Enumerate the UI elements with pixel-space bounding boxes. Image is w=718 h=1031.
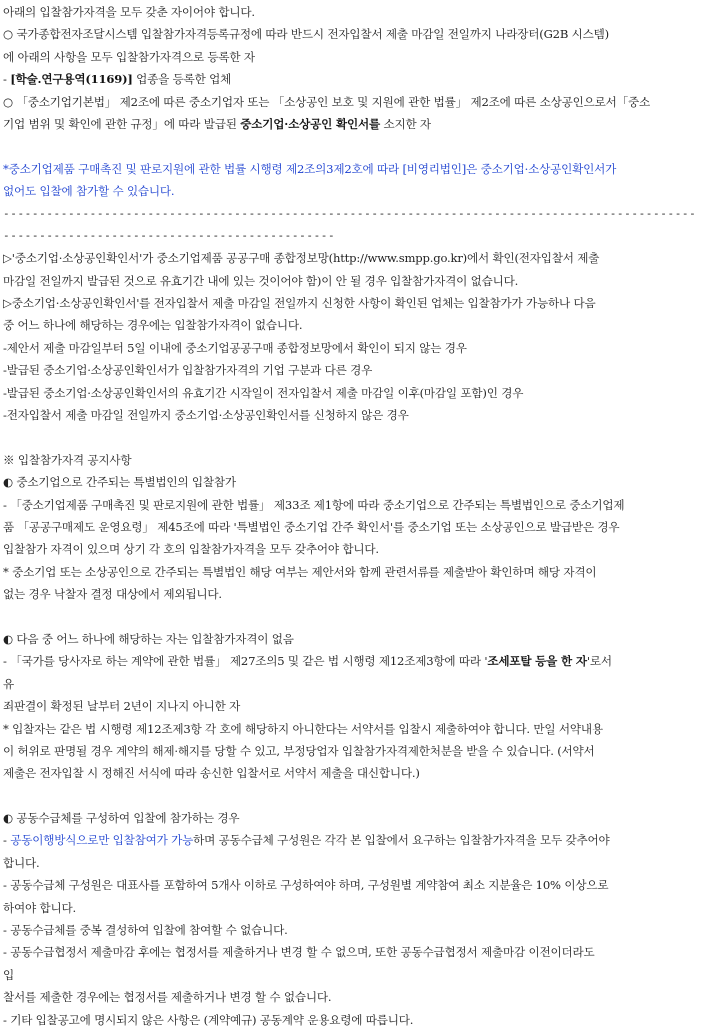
sme-cert-bold: 중소기업·소상공인 확인서를 xyxy=(240,116,380,131)
industry-code: [학술.연구용역(1169)] xyxy=(10,72,133,87)
special-corp-title: ◐ 중소기업으로 간주되는 특별법인의 입찰참가 xyxy=(3,475,236,490)
disqualification-line-3: 죄판결이 확정된 날부터 2년이 지나지 아니한 자 xyxy=(3,699,241,714)
special-corp-line-3: 입찰참가 자격이 있으며 상기 각 호의 입찰참가자격을 모두 갖추어야 합니다. xyxy=(3,542,379,557)
industry-prefix: - xyxy=(3,72,11,87)
separator-line-1: ------------------------------------------------------------------------------------------------ xyxy=(3,206,697,220)
joint-venture-line-5: - 공동수급체를 중복 결성하여 입찰에 참여할 수 없습니다. xyxy=(3,923,288,938)
tax-evasion-suffix: '로서 xyxy=(586,654,612,669)
joint-venture-line-8: 찰서를 제출한 경우에는 협정서를 제출하거나 변경 할 수 없습니다. xyxy=(3,990,332,1005)
joint-method-highlight: 공동이행방식으로만 입찰참여가 가능 xyxy=(10,833,194,848)
sme-line-8: -전자입찰서 제출 마감일 전일까지 중소기업·소상공인확인서를 신청하지 않은 경우 xyxy=(3,408,409,423)
spacer xyxy=(3,785,715,807)
intro-line-2: ○ 국가종합전자조달시스템 입찰참가자격등록규정에 따라 반드시 전자입찰서 제출 마감일 전일까지 나라장터(G2B 시스템) xyxy=(3,27,609,42)
joint-venture-line-2: 합니다. xyxy=(3,855,40,870)
sme-certificate-requirement xyxy=(3,113,715,135)
joint-venture-line-6: - 공동수급협정서 제출마감 후에는 협정서를 제출하거나 변경 할 수 없으며, 또한 공동수급협정서 제출마감 이전이더라도 xyxy=(3,945,595,960)
nonprofit-notice-line-2: 없어도 입찰에 참가할 수 있습니다. xyxy=(3,184,175,199)
sme-cert-prefix: 기업 범위 및 확인에 관한 규정」에 따라 발급된 xyxy=(3,116,241,131)
nonprofit-notice-line-1: *중소기업제품 구매촉진 및 판로지원에 관한 법률 시행령 제2조의3제2호에 따라 [비영리법인]은 중소기업·소상공인확인서가 xyxy=(3,161,617,176)
joint-venture-suffix: 하며 공동수급체 구성원은 각각 본 입찰에서 요구하는 입찰참가자격을 모두 갖추어야 xyxy=(193,833,610,848)
tax-evasion-bold: 조세포탈 등을 한 자 xyxy=(487,654,587,669)
joint-venture-prefix: - xyxy=(3,833,11,848)
tax-evasion-prefix: - 「국가를 당사자로 하는 계약에 관한 법률」 제27조의5 및 같은 법 시행령 제12조제3항에 따라 ' xyxy=(3,654,488,669)
special-corp-line-1: - 「중소기업제품 구매촉진 및 판로지원에 관한 법률」 제33조 제1항에 따라 중소기업으로 간주되는 특별법인으로 중소기업제 xyxy=(3,497,625,512)
spacer xyxy=(3,606,715,628)
joint-venture-line-7: 입 xyxy=(3,967,14,982)
disqualification-line-2: 유 xyxy=(3,676,14,691)
intro-line-5: ○ 「중소기업기본법」 제2조에 따른 중소기업자 또는 「소상공인 보호 및 지원에 관한 법률」 제2조에 따른 소상공인으로서「중소 xyxy=(3,94,651,109)
separator-line-2: ---------------------------------------------- xyxy=(3,228,336,242)
joint-venture-line-1 xyxy=(3,829,715,851)
special-corp-line-4: * 중소기업 또는 소상공인으로 간주되는 특별법인 해당 여부는 제안서와 함께 관련서류를 제출받아 확인하며 해당 자격이 xyxy=(3,564,597,579)
qualification-heading: ※ 입찰참가자격 공지사항 xyxy=(3,452,132,467)
special-corp-line-2: 품 「공공구매제도 운영요령」 제45조에 따라 '특별법인 중소기업 간주 확인서'를 중소기업 또는 소상공인으로 발급받은 경우 xyxy=(3,519,620,534)
spacer xyxy=(3,426,715,448)
disqualification-line-4: * 입찰자는 같은 법 시행령 제12조제3항 각 호에 해당하지 아니한다는 서약서를 입찰시 제출하여야 합니다. 만일 서약내용 xyxy=(3,721,603,736)
special-corp-line-5: 없는 경우 낙찰자 결정 대상에서 제외됩니다. xyxy=(3,587,222,602)
sme-line-4: 중 어느 하나에 해당하는 경우에는 입찰참가자격이 없습니다. xyxy=(3,318,303,333)
industry-suffix: 업종을 등록한 업체 xyxy=(132,72,232,87)
sme-line-2: 마감일 전일까지 발급된 것으로 유효기간 내에 있는 것이어야 함)이 안 될 경우 입찰참가자격이 없습니다. xyxy=(3,273,519,288)
disqualification-line-6: 제출은 전자입찰 시 정해진 서식에 따라 송신한 입찰서로 서약서 제출을 대신합니다.) xyxy=(3,766,420,781)
industry-requirement xyxy=(3,68,715,90)
joint-venture-line-4: 하여야 합니다. xyxy=(3,900,76,915)
sme-line-7: -발급된 중소기업·소상공인확인서의 유효기간 시작일이 전자입찰서 제출 마감일 이후(마감일 포함)인 경우 xyxy=(3,385,524,400)
joint-venture-line-3: - 공동수급체 구성원은 대표사를 포함하여 5개사 이하로 구성하여야 하며, 구성원별 계약참여 최소 지분율은 10% 이상으로 xyxy=(3,878,609,893)
sme-line-1: ▷'중소기업·소상공인확인서'가 중소기업제품 공공구매 종합정보망(http://www.smpp.go.kr)에서 확인(전자입찰서 제출 xyxy=(3,251,600,266)
intro-line-3: 에 아래의 사항을 모두 입찰참가자격으로 등록한 자 xyxy=(3,49,255,64)
spacer xyxy=(3,135,715,157)
sme-line-3: ▷중소기업·소상공인확인서'를 전자입찰서 제출 마감일 전일까지 신청한 사항이 확인된 업체는 입찰참가가 가능하나 다음 xyxy=(3,296,596,311)
sme-line-6: -발급된 중소기업·소상공인확인서가 입찰참가자격의 기업 구분과 다른 경우 xyxy=(3,363,373,378)
intro-line-1: 아래의 입찰참가자격을 모두 갖춘 자이어야 합니다. xyxy=(3,5,255,19)
disqualification-line-5: 이 허위로 판명될 경우 계약의 해제·해지를 당할 수 있고, 부정당업자 입찰참가자격제한처분을 받을 수 있습니다. (서약서 xyxy=(3,743,595,758)
sme-cert-suffix: 소지한 자 xyxy=(379,116,431,131)
sme-line-5: -제안서 제출 마감일부터 5일 이내에 중소기업공공구매 종합정보망에서 확인이 되지 않는 경우 xyxy=(3,340,467,355)
disqualification-title: ◐ 다음 중 어느 하나에 해당하는 자는 입찰참가자격이 없음 xyxy=(3,631,294,646)
tax-evasion-line xyxy=(3,650,715,672)
joint-venture-title: ◐ 공동수급체를 구성하여 입찰에 참가하는 경우 xyxy=(3,811,240,826)
joint-venture-line-9: - 기타 입찰공고에 명시되지 않은 사항은 (계약예규) 공동계약 운용요령에 따릅니다. xyxy=(3,1012,414,1027)
